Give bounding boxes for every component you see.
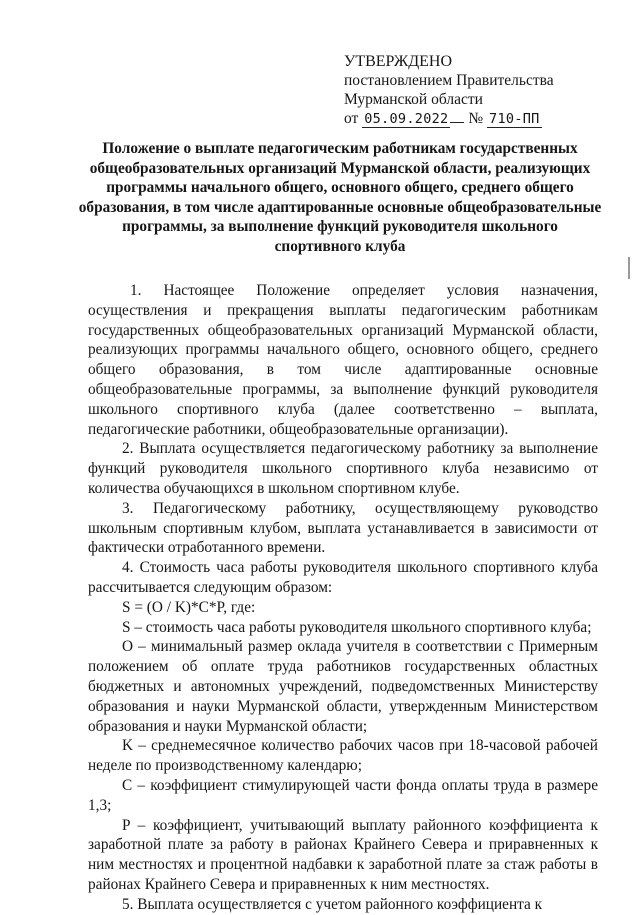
- scan-margin-mark: [628, 257, 630, 279]
- approval-number: 710-ПП: [489, 111, 540, 127]
- definition-o: O – минимальный размер оклада учителя в соответствии с Примерным положением об оплате труда работников государственных областных бюджетных и автономных учреждений, подведомственных Министерству образования и науки Мурманской области, утвержденным Министерством образования и науки Мурманской области;: [88, 638, 598, 735]
- approval-date-line: [344, 109, 624, 129]
- document-title: Положение о выплате педагогическим работникам государственных общеобразовательных организаций Мурманской области, реализующих программы начального общего, основного общего, среднего общего образования, в том числе адаптированные основные общеобразовательные программы, за выполнение функций руководителя школьного спортивного клуба: [78, 140, 602, 255]
- paragraph-2: 2. Выплата осуществляется педагогическому работнику за выполнение функций руководителя школьного спортивного клуба независимо от количества обучающихся в школьном спортивном клубе.: [88, 440, 598, 497]
- approval-heading: УТВЕРЖДЕНО: [344, 53, 453, 70]
- document-body: [88, 281, 598, 915]
- paragraph-5: 5. Выплата осуществляется с учетом районного коэффициента к: [122, 895, 543, 913]
- number-sign: №: [468, 110, 484, 127]
- paragraph-3: 3. Педагогическому работнику, осуществляющему руководство школьным спортивным клубом, выплата устанавливается в зависимости от фактически отработанного времени.: [88, 499, 598, 557]
- definition-s: S – стоимость часа работы руководителя школьного спортивного клуба;: [122, 618, 592, 636]
- definition-k: K – среднемесячное количество рабочих часов при 18-часовой рабочей неделе по производственному календарю;: [88, 737, 598, 775]
- approval-line-1: постановлением Правительства: [344, 72, 554, 89]
- date-underline: [450, 110, 464, 123]
- approval-line-2: Мурманской области: [344, 91, 483, 108]
- paragraph-4: 4. Стоимость часа работы руководителя школьного спортивного клуба рассчитывается следующим образом:: [88, 559, 598, 596]
- formula: S = (O / K)*C*P, где:: [122, 598, 256, 616]
- date-prefix: от: [344, 110, 359, 127]
- definition-c: C – коэффициент стимулирующей части фонда оплаты труда в размере 1,3;: [88, 776, 598, 814]
- approval-date: 05.09.2022: [364, 111, 449, 127]
- definition-p: P – коэффициент, учитывающий выплату районного коэффициента к заработной плате за работу в районах Крайнего Севера и приравненных к ним местностях и процентной надбавки к заработной плате за стаж работы в районах Крайнего Севера и приравненных к ним местностях.: [88, 816, 598, 893]
- approval-stamp: [344, 52, 624, 129]
- paragraph-1: 1. Настоящее Положение определяет условия назначения, осуществления и прекращения выплаты педагогическим работникам государственных общеобразовательных организаций Мурманской области, реализующих программы начального общего, основного общего, среднего общего образования, в том числе адаптированные основные общеобразовательные программы, за выполнение функций руководителя школьного спортивного клуба (далее соответственно – выплата, педагогические работники, общеобразовательные организации).: [88, 282, 598, 438]
